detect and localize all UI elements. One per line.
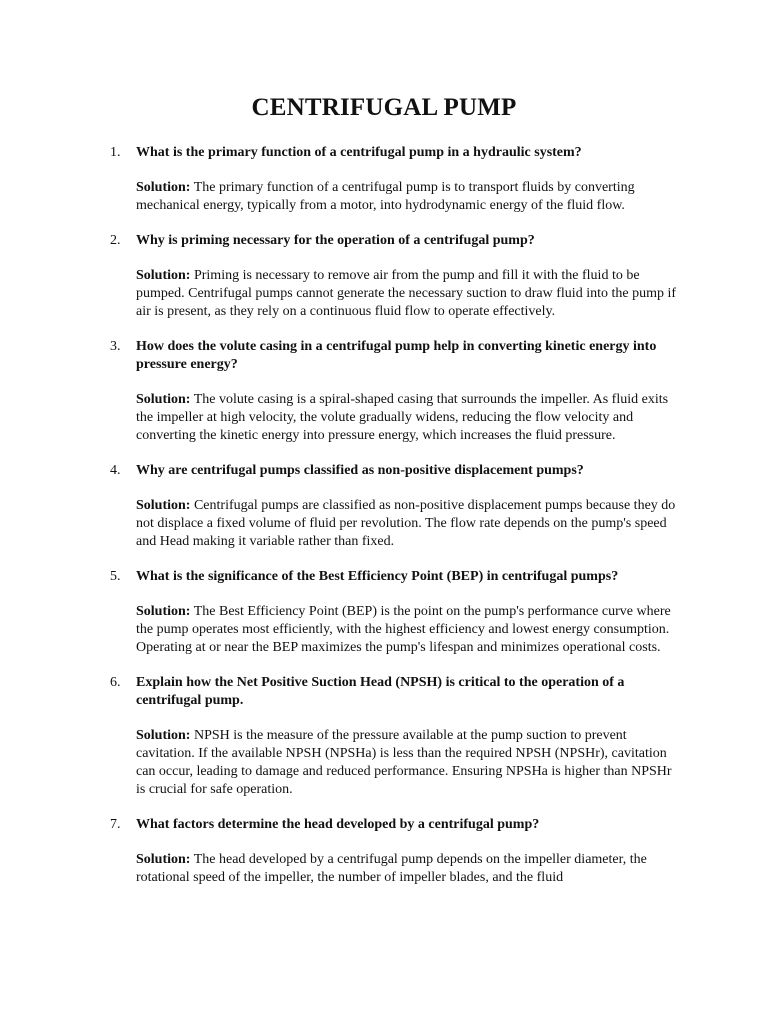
item-number: 5. (110, 569, 121, 584)
solution-paragraph (136, 497, 681, 551)
item-number: 7. (110, 817, 121, 832)
question-list (0, 144, 768, 904)
list-item (0, 816, 768, 887)
solution-paragraph (136, 851, 681, 887)
item-number: 3. (110, 339, 121, 354)
list-item (0, 232, 768, 321)
item-number: 2. (110, 233, 121, 248)
list-item (0, 462, 768, 551)
solution-label: Solution: (136, 180, 191, 195)
question-text: Explain how the Net Positive Suction Head (NPSH) is critical to the operation of a centrifugal pump. (136, 675, 625, 708)
solution-label: Solution: (136, 268, 191, 283)
solution-label: Solution: (136, 392, 191, 407)
solution-paragraph (136, 391, 681, 445)
solution-text: Priming is necessary to remove air from the pump and fill it with the fluid to be pumped. Centrifugal pumps cannot generate the necessary suction to draw fluid into the pump if air is present, as they rely on a continuous fluid flow to operate effectively. (136, 268, 677, 319)
solution-label: Solution: (136, 498, 191, 513)
list-item (0, 674, 768, 799)
item-number: 6. (110, 675, 121, 690)
solution-paragraph (136, 727, 681, 799)
item-number: 4. (110, 463, 121, 478)
solution-text: The head developed by a centrifugal pump depends on the impeller diameter, the rotational speed of the impeller, the number of impeller blades, and the fluid (136, 852, 647, 885)
item-number: 1. (110, 145, 121, 160)
solution-paragraph (136, 267, 681, 321)
list-item (0, 144, 768, 215)
solution-text: The volute casing is a spiral-shaped casing that surrounds the impeller. As fluid exits the impeller at high velocity, the volute gradually widens, reducing the flow velocity and converting the kinetic energy into pressure energy, which increases the fluid pressure. (136, 392, 669, 443)
page-title: CENTRIFUGAL PUMP (251, 94, 517, 121)
solution-text: Centrifugal pumps are classified as non-positive displacement pumps because they do not displace a fixed volume of fluid per revolution. The flow rate depends on the pump's speed and Head making it variable rather than fixed. (136, 498, 676, 549)
question-text: What is the significance of the Best Efficiency Point (BEP) in centrifugal pumps? (136, 569, 619, 584)
solution-label: Solution: (136, 852, 191, 867)
solution-label: Solution: (136, 728, 191, 743)
question-text: How does the volute casing in a centrifugal pump help in converting kinetic energy into pressure energy? (136, 339, 657, 372)
solution-text: The Best Efficiency Point (BEP) is the point on the pump's performance curve where the pump operates most efficiently, with the highest efficiency and lowest energy consumption. Operating at or near the BEP maximizes the pump's lifespan and minimizes operational costs. (136, 604, 671, 655)
question-text: What is the primary function of a centrifugal pump in a hydraulic system? (136, 145, 582, 160)
solution-text: NPSH is the measure of the pressure available at the pump suction to prevent cavitation. If the available NPSH (NPSHa) is less than the required NPSH (NPSHr), cavitation can occur, leading to damage and reduced performance. Ensuring NPSHa is higher than NPSHr is crucial for safe operation. (136, 728, 672, 797)
list-item (0, 568, 768, 657)
question-text: Why is priming necessary for the operation of a centrifugal pump? (136, 233, 535, 248)
list-item (0, 338, 768, 445)
solution-text: The primary function of a centrifugal pump is to transport fluids by converting mechanical energy, typically from a motor, into hydrodynamic energy of the fluid flow. (136, 180, 635, 213)
solution-paragraph (136, 603, 681, 657)
solution-paragraph (136, 179, 681, 215)
solution-label: Solution: (136, 604, 191, 619)
question-text: Why are centrifugal pumps classified as non-positive displacement pumps? (136, 463, 584, 478)
question-text: What factors determine the head developed by a centrifugal pump? (136, 817, 540, 832)
